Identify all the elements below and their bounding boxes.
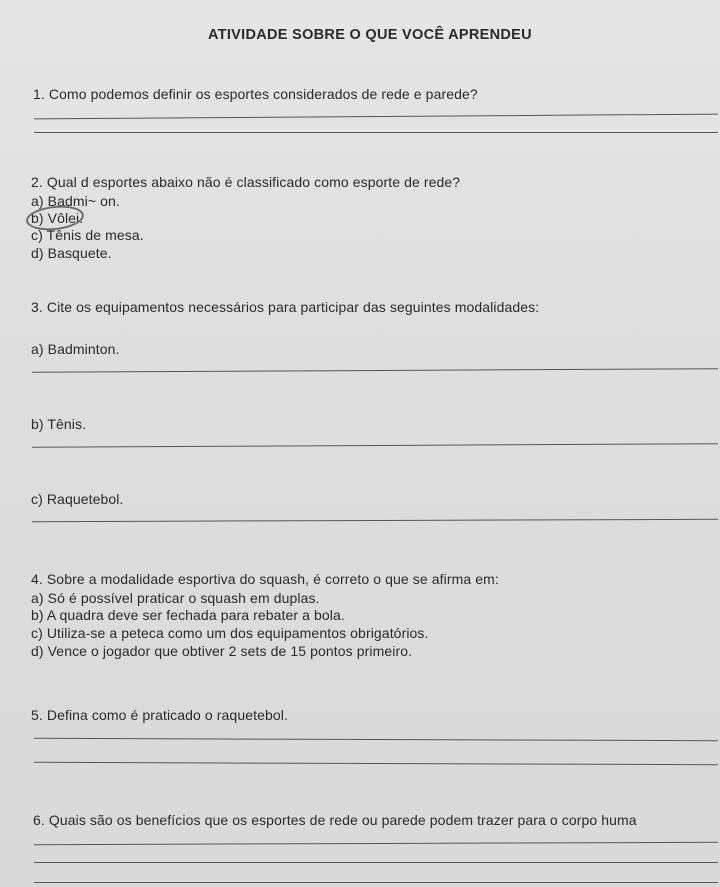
- answer-line: [34, 738, 718, 741]
- q3-item-c: c) Raquetebol.: [31, 491, 124, 507]
- q4-option-c: c) Utiliza-se a peteca como um dos equipamentos obrigatórios.: [31, 625, 429, 641]
- q4-option-b: b) A quadra deve ser fechada para rebater a bola.: [31, 607, 345, 623]
- q2-option-c: c) Tênis de mesa.: [31, 227, 144, 243]
- answer-line: [32, 368, 718, 373]
- question-5: 5. Defina como é praticado o raquetebol.: [31, 707, 288, 723]
- q2-option-a: a) Badmi~ on.: [31, 193, 120, 209]
- answer-line: [32, 519, 718, 522]
- answer-line: [34, 842, 718, 845]
- q2-option-d: d) Basquete.: [31, 245, 112, 261]
- question-3: 3. Cite os equipamentos necessários para participar das seguintes modalidades:: [31, 299, 540, 315]
- question-6: 6. Quais são os benefícios que os esportes de rede ou parede podem trazer para o corpo huma: [33, 812, 637, 828]
- q3-item-b: b) Tênis.: [31, 416, 87, 432]
- answer-line: [34, 882, 718, 883]
- answer-line: [34, 762, 718, 765]
- answer-line: [32, 443, 718, 448]
- q3-item-a: a) Badminton.: [31, 341, 120, 357]
- answer-line: [34, 114, 718, 120]
- question-2: 2. Qual d esportes abaixo não é classificado como esporte de rede?: [31, 174, 461, 190]
- question-1: 1. Como podemos definir os esportes considerados de rede e parede?: [33, 86, 478, 102]
- q2-option-b: b) Vôlei.: [31, 210, 84, 226]
- answer-line: [34, 132, 718, 133]
- answer-line: [34, 862, 718, 863]
- q4-option-d: d) Vence o jogador que obtiver 2 sets de 15 pontos primeiro.: [31, 643, 413, 659]
- q4-option-a: a) Só é possível praticar o squash em duplas.: [31, 590, 320, 606]
- page-title: ATIVIDADE SOBRE O QUE VOCÊ APRENDEU: [208, 27, 532, 43]
- question-4: 4. Sobre a modalidade esportiva do squash, é correto o que se afirma em:: [31, 571, 499, 587]
